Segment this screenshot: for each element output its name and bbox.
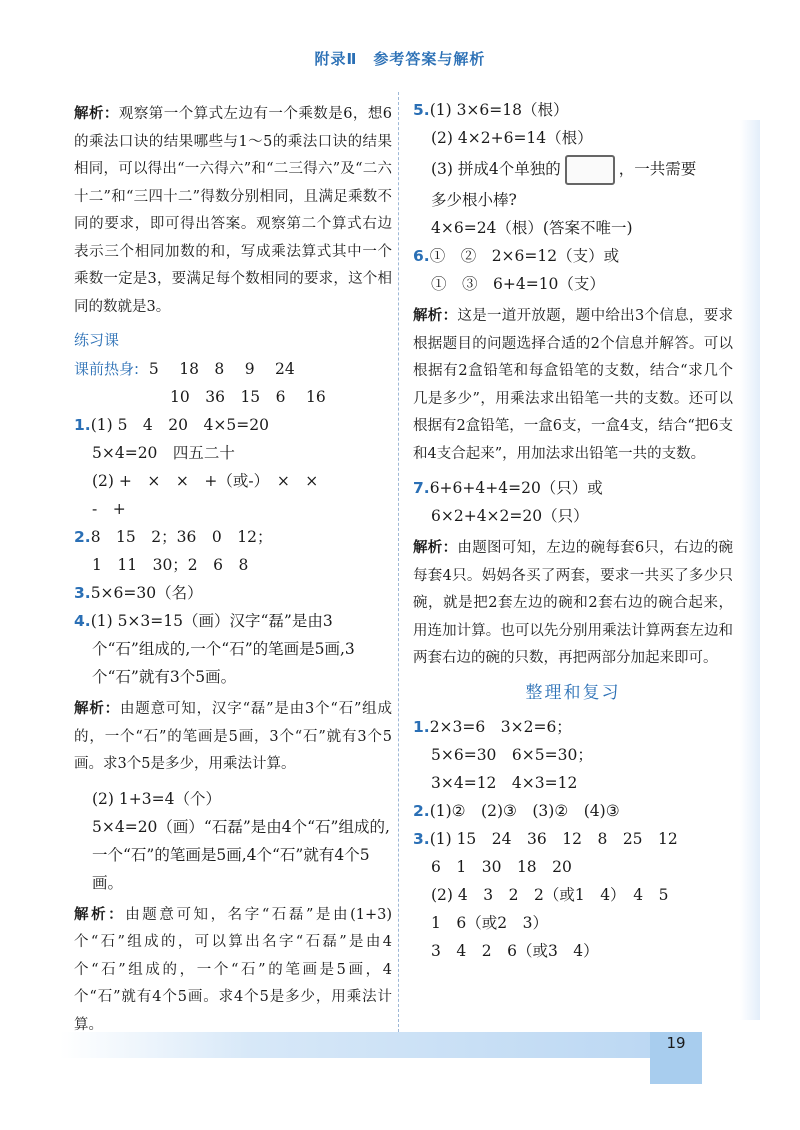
explanation-text: 由题意可知，汉字“磊”是由3个“石”组成的，一个“石”的笔画是5画，3个“石”就有3个5画。求3个5是多少，用乘法计算。: [74, 701, 392, 772]
question-number: 4.: [74, 612, 91, 630]
answer-line: 8 15 2；36 0 12；: [90, 528, 273, 546]
answer-line: ① ③ 6+4=10（支）: [431, 275, 605, 293]
warmup-label: 课前热身:: [74, 360, 140, 378]
warmup-values-row1: 5 18 8 9 24: [148, 360, 295, 378]
answer-line: 1 11 30；2 6 8: [92, 556, 249, 574]
review-section-title: 整理和复习: [525, 682, 621, 703]
square-stick-figure: [565, 155, 615, 185]
right-column: [413, 96, 733, 965]
question-number: 3.: [413, 829, 430, 848]
answer-line: (1) 5 4 20 4×5=20: [90, 416, 269, 434]
explanation-block: [74, 100, 392, 321]
explanation-block: [413, 534, 733, 673]
page-header: 附录Ⅱ 参考答案与解析: [314, 50, 486, 68]
answer-text: ，一共需要: [618, 160, 697, 178]
explanation-label: 解析：: [413, 539, 458, 556]
answer-line: (2) 4×2+6=14（根）: [431, 129, 593, 147]
answer-text: (3) 拼成4个单独的: [431, 160, 561, 178]
question-1: [74, 411, 392, 439]
question-number: 6.: [413, 247, 430, 265]
warmup-values-row2: 10 36 15 6 16: [170, 388, 326, 406]
answer-line: 6×2+4×2=20（只）: [431, 507, 589, 525]
question-4: [74, 607, 392, 691]
decorative-right-band: [740, 120, 760, 1020]
explanation-block: [74, 695, 392, 779]
answer-line: 1 6（或2 3）: [431, 913, 548, 932]
question-number: 5.: [413, 101, 430, 119]
answer-line: (2) + × × +（或-） × ×: [92, 472, 319, 490]
answer-line: 3×4=12 4×3=12: [431, 773, 578, 792]
question-7: [413, 474, 733, 502]
answer-line: 4×6=24（根）(答案不唯一): [431, 219, 633, 237]
answer-line: (1) 3×6=18（根）: [429, 101, 569, 119]
answer-line: (1)② (2)③ (3)② (4)③: [429, 801, 620, 820]
column-divider: [398, 92, 399, 1032]
explanation-block: [74, 901, 392, 1040]
answer-line: 5×4=20（画）“石磊”是由4个“石”组成的,一个“石”的笔画是5画,4个“石”就有4个5画。: [92, 817, 390, 892]
explanation-label: 解析：: [74, 700, 120, 717]
question-6: [413, 242, 733, 270]
explanation-block: [413, 302, 733, 468]
explanation-text: 观察第一个算式左边有一个乘数是6，想6的乘法口诀的结果哪些与1～5的乘法口诀的结果相同，可以得出“一六得六”和“二三得六”及“二六十二”和“三四十二”得数分别相同，且满足乘数不同的要求，即可得出答案。观察第二个算式右边表示三个相同加数的和，写成乘法算式其中一个乘数一定是3，要满足每个数相同的要求，这个相同的数就是3。: [74, 106, 393, 315]
answer-line-with-figure: [413, 152, 733, 186]
explanation-label: 解析：: [74, 105, 119, 122]
review-question-1: [413, 713, 733, 741]
left-column: [74, 96, 392, 1045]
question-5: [413, 96, 733, 124]
answer-line: 6 1 30 18 20: [431, 857, 572, 876]
answer-line: - +: [92, 500, 126, 518]
decorative-bottom-band: [60, 1032, 700, 1058]
question-number: 1.: [413, 717, 430, 736]
warmup-row: [74, 355, 392, 383]
question-number: 2.: [413, 801, 430, 820]
answer-line: ① ② 2×6=12（支）或: [429, 247, 620, 265]
question-3: [74, 579, 392, 607]
section-title: 练习课: [74, 331, 120, 349]
review-question-2: [413, 797, 733, 825]
explanation-label: 解析：: [413, 307, 458, 324]
explanation-text: 由题图可知，左边的碗每套6只，右边的碗每套4只。妈妈各买了两套，要求一共买了多少只碗，就是把2套左边的碗和2套右边的碗合起来，用连加计算。也可以先分别用乘法计算两套左边和两套右边的碗的只数，再把两部分加起来即可。: [413, 540, 734, 666]
answer-line: 6+6+4+4=20（只）或: [429, 479, 603, 497]
question-2: [74, 523, 392, 551]
answer-line: 5×6=30 6×5=30；: [431, 745, 593, 764]
answer-line: (2) 1+3=4（个）: [92, 789, 221, 808]
question-number: 7.: [413, 479, 430, 497]
answer-line: 3 4 2 6（或3 4）: [431, 941, 599, 960]
answer-line: (1) 15 24 36 12 8 25 12: [429, 829, 678, 848]
question-number: 2.: [74, 528, 91, 546]
answer-line: (2) 4 3 2 2（或1 4） 4 5: [431, 885, 669, 904]
answer-line: 5×6=30（名）: [90, 584, 203, 602]
question-number: 3.: [74, 584, 91, 602]
explanation-text: 由题意可知，名字“石磊”是由(1+3)个“石”组成的，可以算出名字“石磊”是由4个“石”组成的，一个“石”的笔画是5画，4个“石”就有4个5画。求4个5是多少，用乘法计算。: [74, 906, 393, 1033]
answer-line: (1) 5×3=15（画）汉字“磊”是由3个“石”组成的,一个“石”的笔画是5画,3个“石”就有3个5画。: [90, 612, 355, 686]
review-question-3: [413, 825, 733, 853]
answer-line: 多少根小棒?: [431, 191, 517, 209]
question-number: 1.: [74, 416, 91, 434]
answer-line: 5×4=20 四五二十: [92, 444, 235, 462]
explanation-text: 这是一道开放题，题中给出3个信息，要求根据题目的问题选择合适的2个信息并解答。可以根据有2盒铅笔和每盒铅笔的支数，结合“求几个几是多少”，用乘法求出铅笔一共的支数。还可以根据有2盒铅笔，一盒6支，一盒4支，结合“把6支和4支合起来”，用加法求出铅笔一共的支数。: [413, 308, 734, 462]
page-number: 19: [666, 1034, 686, 1052]
explanation-label: 解析：: [74, 905, 126, 923]
answer-line: 2×3=6 3×2=6；: [429, 717, 572, 736]
